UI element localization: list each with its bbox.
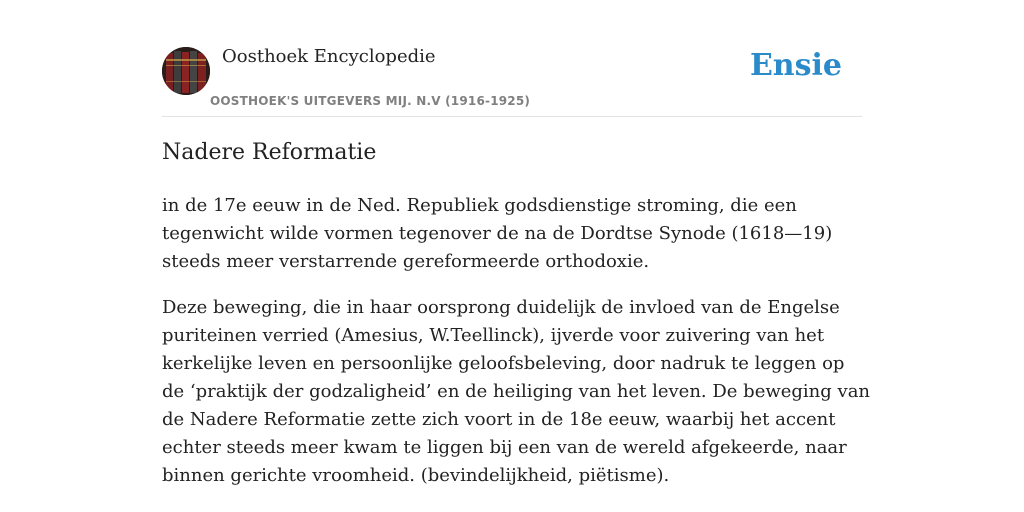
entry-paragraph: in de 17e eeuw in de Ned. Republiek godsdienstige stroming, die een tegenwicht wilde vormen tegenover de na de Dordtse Synode (1618—19) steeds meer verstarrende gereformeerde orthodoxie. bbox=[162, 195, 833, 272]
source-header bbox=[162, 46, 862, 117]
source-title[interactable]: Oosthoek Encyclopedie bbox=[222, 46, 436, 67]
entry-title: Nadere Reformatie bbox=[162, 140, 377, 165]
brand-logo[interactable]: Ensie bbox=[749, 48, 842, 83]
entry-paragraph: Deze beweging, die in haar oorsprong duidelijk de invloed van de Engelse puriteinen verried (Amesius, W.Teellinck), ijverde voor zuivering van het kerkelijke leven en persoonlijke geloofsbeleving, door nadruk te leggen op de ‘praktijk der godzaligheid’ en de heiliging van het leven. De beweging van de Nadere Reformatie zette zich voort in de 18e eeuw, waarbij het accent echter steeds meer kwam te liggen bij een van de wereld afgekeerde, naar binnen gerichte vroomheid. (bevindelijkheid, piëtisme). bbox=[162, 297, 871, 486]
entry-body bbox=[162, 192, 872, 508]
source-subtitle: OOSTHOEK'S UITGEVERS MIJ. N.V (1916-1925) bbox=[210, 94, 531, 108]
book-spines-icon[interactable] bbox=[162, 47, 210, 95]
